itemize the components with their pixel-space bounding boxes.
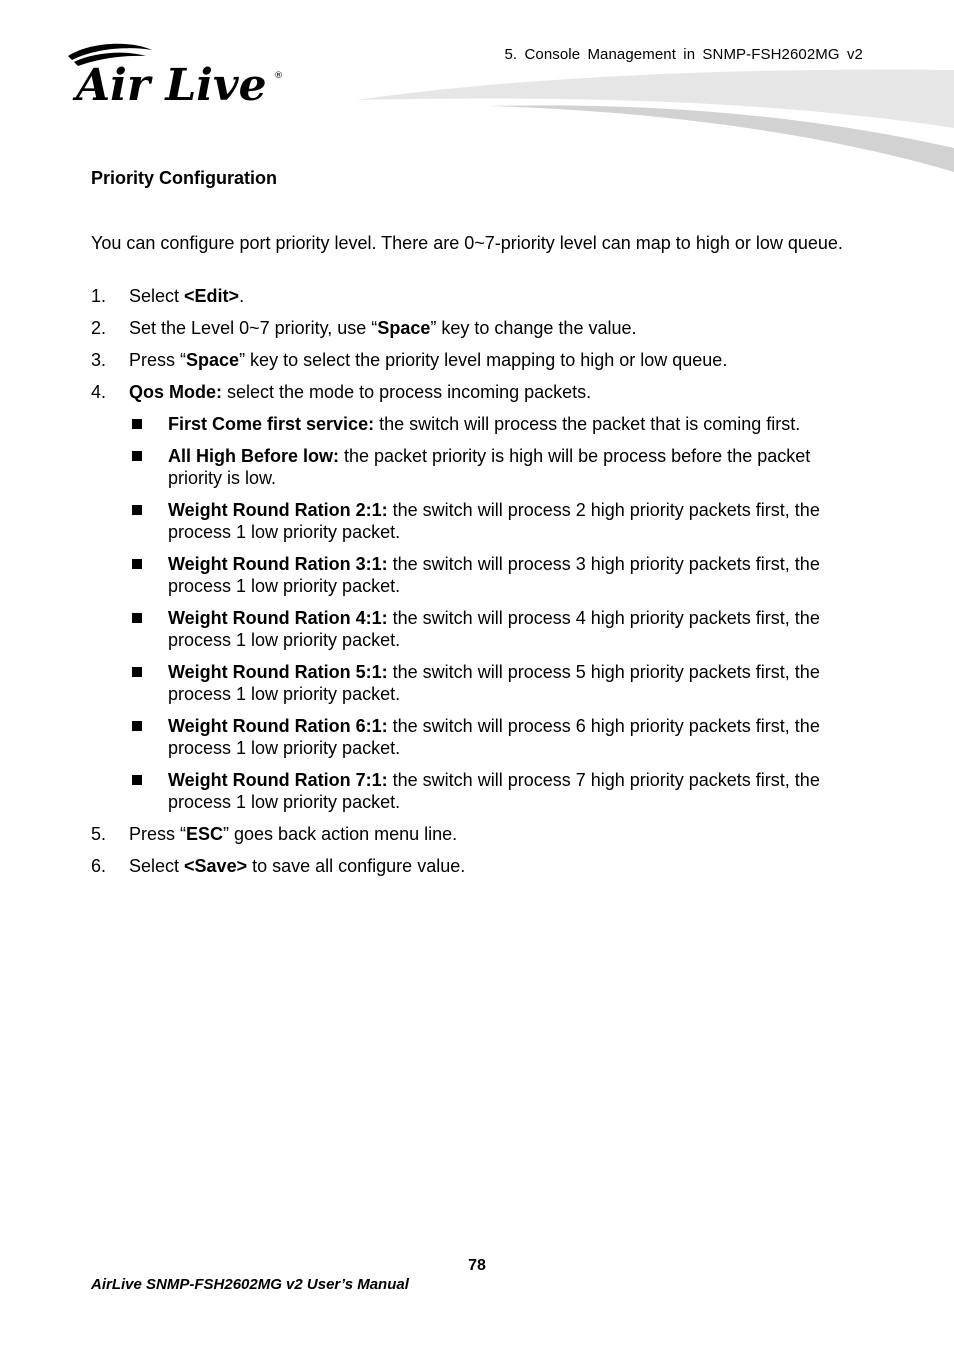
mode-name: Weight Round Ration 3:1: bbox=[168, 554, 388, 574]
mode-description: the switch will process 7 high priority packets first, the process 1 low priority packet. bbox=[168, 770, 820, 812]
list-item bbox=[91, 823, 863, 845]
step-text: ” goes back action menu line. bbox=[223, 824, 458, 844]
step-keyword: Space bbox=[377, 318, 431, 338]
mode-name: Weight Round Ration 6:1: bbox=[168, 716, 388, 736]
list-item bbox=[91, 349, 863, 371]
step-text: ” key to change the value. bbox=[430, 318, 637, 338]
step-keyword: <Edit> bbox=[184, 286, 240, 306]
mode-name: Weight Round Ration 4:1: bbox=[168, 608, 388, 628]
chapter-heading: 5. Console Management in SNMP-FSH2602MG v2 bbox=[504, 46, 863, 63]
step-text: Set the Level 0~7 priority, use “ bbox=[129, 318, 378, 338]
list-item bbox=[129, 607, 863, 651]
mode-name: First Come first service: bbox=[168, 414, 375, 434]
step-number: 4. bbox=[91, 382, 107, 402]
mode-name: Weight Round Ration 7:1: bbox=[168, 770, 388, 790]
mode-name: Weight Round Ration 2:1: bbox=[168, 500, 388, 520]
square-bullet-icon bbox=[129, 413, 168, 435]
section-title: Priority Configuration bbox=[91, 168, 277, 188]
square-bullet-icon bbox=[129, 553, 168, 597]
steps-list bbox=[91, 285, 863, 887]
step-text: . bbox=[239, 286, 245, 306]
svg-text:®: ® bbox=[274, 71, 283, 81]
square-bullet-icon bbox=[129, 715, 168, 759]
mode-name: Weight Round Ration 5:1: bbox=[168, 662, 388, 682]
step-text: ” key to select the priority level mapping to high or low queue. bbox=[239, 350, 728, 370]
list-item bbox=[129, 715, 863, 759]
square-bullet-icon bbox=[129, 499, 168, 543]
step-text: Select bbox=[129, 856, 185, 876]
list-item bbox=[129, 499, 863, 543]
list-item bbox=[129, 769, 863, 813]
step-keyword: <Save> bbox=[184, 856, 248, 876]
square-bullet-icon bbox=[129, 445, 168, 489]
list-item bbox=[129, 413, 863, 435]
step-text: select the mode to process incoming packets. bbox=[222, 382, 592, 402]
logo-text: Air Live bbox=[76, 60, 267, 108]
list-item bbox=[91, 381, 863, 403]
list-item bbox=[91, 285, 863, 307]
mode-name: All High Before low: bbox=[168, 446, 339, 466]
airlive-logo bbox=[60, 38, 290, 108]
list-item bbox=[91, 317, 863, 339]
square-bullet-icon bbox=[129, 769, 168, 813]
manual-title-footer: AirLive SNMP-FSH2602MG v2 User’s Manual bbox=[91, 1276, 409, 1293]
mode-description: the switch will process 4 high priority packets first, the process 1 low priority packet. bbox=[168, 608, 820, 650]
list-item bbox=[129, 445, 863, 489]
mode-description: the switch will process 3 high priority packets first, the process 1 low priority packet. bbox=[168, 554, 820, 596]
page-number: 78 bbox=[468, 1257, 486, 1274]
header-swoosh bbox=[340, 60, 954, 180]
step-number: 3. bbox=[91, 350, 107, 370]
mode-description: the switch will process the packet that is coming first. bbox=[374, 414, 801, 434]
intro-paragraph: You can configure port priority level. There are 0~7-priority level can map to high or low queue. bbox=[91, 233, 843, 253]
step-number: 6. bbox=[91, 856, 107, 876]
step-number: 2. bbox=[91, 318, 107, 338]
step-number: 5. bbox=[91, 824, 107, 844]
step-text: Press “ bbox=[129, 350, 187, 370]
list-item bbox=[129, 661, 863, 705]
list-item bbox=[91, 855, 863, 877]
mode-description: the switch will process 6 high priority packets first, the process 1 low priority packet. bbox=[168, 716, 820, 758]
mode-description: the switch will process 2 high priority packets first, the process 1 low priority packet. bbox=[168, 500, 820, 542]
step-keyword: Qos Mode: bbox=[129, 382, 222, 402]
step-text: Press “ bbox=[129, 824, 187, 844]
square-bullet-icon bbox=[129, 661, 168, 705]
mode-description: the packet priority is high will be process before the packet priority is low. bbox=[168, 446, 811, 488]
step-keyword: ESC bbox=[186, 824, 224, 844]
qos-mode-list bbox=[129, 413, 863, 813]
step-text: to save all configure value. bbox=[247, 856, 466, 876]
step-keyword: Space bbox=[186, 350, 240, 370]
mode-description: the switch will process 5 high priority packets first, the process 1 low priority packet. bbox=[168, 662, 820, 704]
list-item bbox=[129, 553, 863, 597]
square-bullet-icon bbox=[129, 607, 168, 651]
step-text: Select bbox=[129, 286, 185, 306]
step-number: 1. bbox=[91, 286, 107, 306]
